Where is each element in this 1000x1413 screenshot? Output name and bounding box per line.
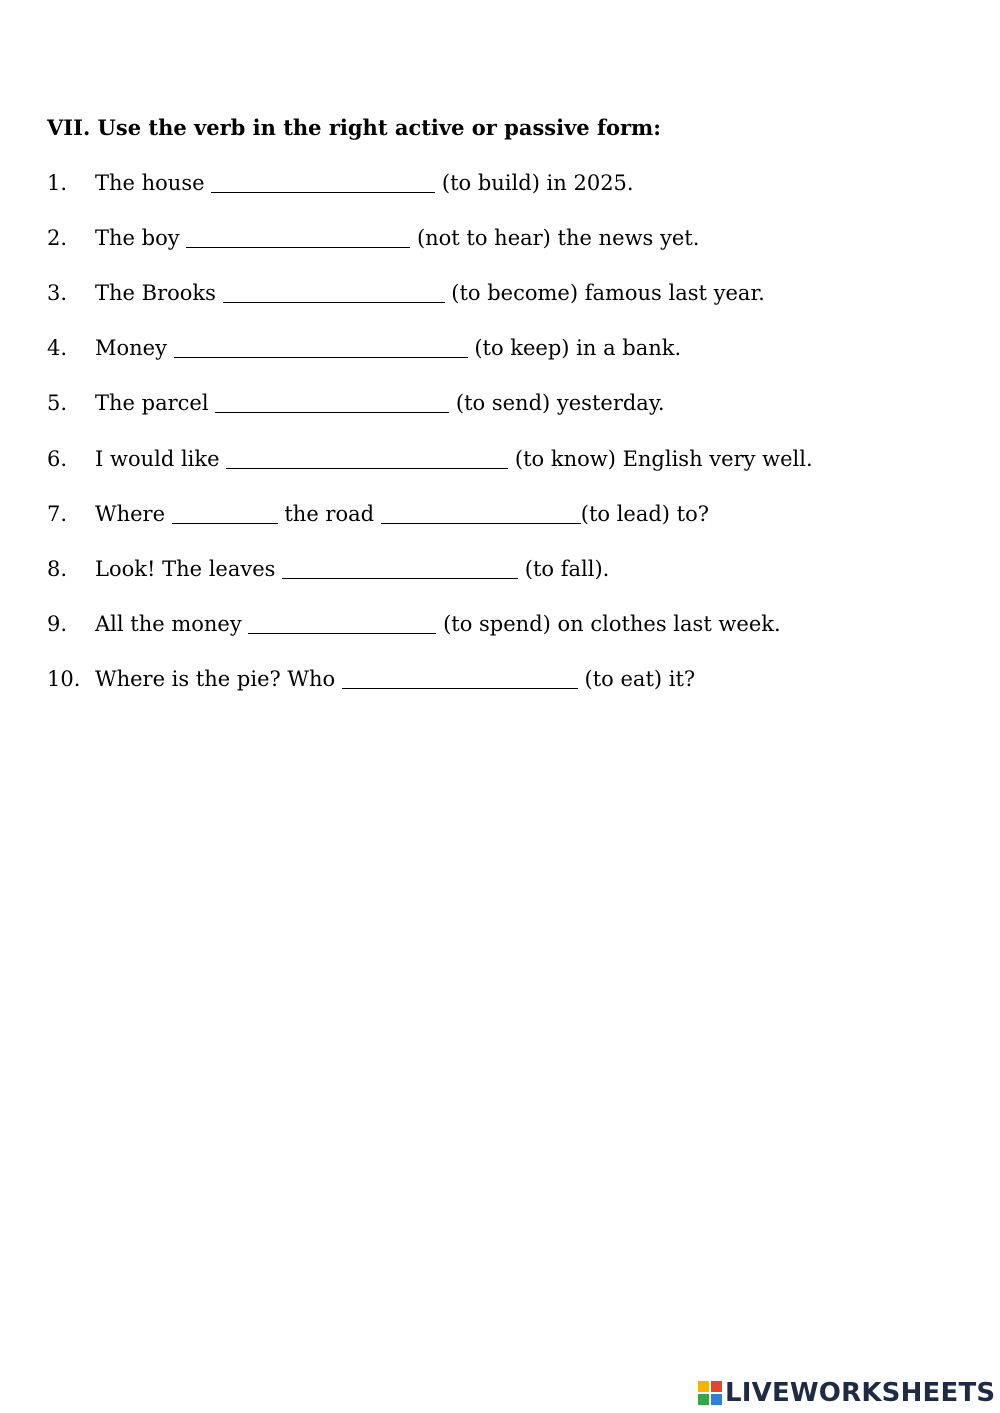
item-text: Where is the pie? Who bbox=[95, 667, 342, 691]
logo-square bbox=[711, 1381, 722, 1392]
answer-blank[interactable] bbox=[215, 390, 449, 413]
logo-square bbox=[698, 1381, 709, 1392]
item-text: (to know) English very well. bbox=[508, 447, 813, 471]
item-text: The Brooks bbox=[95, 281, 223, 305]
answer-blank[interactable] bbox=[248, 611, 436, 634]
item-text: Money bbox=[95, 336, 174, 360]
item-number: 9. bbox=[47, 612, 68, 636]
list-item bbox=[47, 278, 765, 308]
answer-blank[interactable] bbox=[282, 556, 518, 579]
item-text: (to send) yesterday. bbox=[449, 391, 665, 415]
item-number: 5. bbox=[47, 391, 68, 415]
item-text: All the money bbox=[95, 612, 249, 636]
item-number: 8. bbox=[47, 557, 68, 581]
answer-blank[interactable] bbox=[381, 501, 581, 524]
list-item bbox=[47, 499, 709, 529]
list-item bbox=[47, 664, 695, 694]
item-text: I would like bbox=[95, 447, 227, 471]
answer-blank[interactable] bbox=[211, 170, 435, 193]
logo-square bbox=[698, 1394, 709, 1405]
item-text: (to fall). bbox=[518, 557, 610, 581]
answer-blank[interactable] bbox=[342, 666, 578, 689]
list-item bbox=[47, 554, 609, 584]
item-text: (to spend) on clothes last week. bbox=[436, 612, 781, 636]
item-text: (to keep) in a bank. bbox=[467, 336, 682, 360]
item-text: Look! The leaves bbox=[95, 557, 283, 581]
item-text: (to become) famous last year. bbox=[444, 281, 765, 305]
item-number: 3. bbox=[47, 281, 68, 305]
answer-blank[interactable] bbox=[172, 501, 278, 524]
list-item bbox=[47, 168, 634, 198]
logo-icon bbox=[698, 1381, 722, 1405]
item-text: Where bbox=[95, 502, 172, 526]
item-number: 7. bbox=[47, 502, 68, 526]
item-text: (to eat) it? bbox=[577, 667, 696, 691]
item-text: (not to hear) the news yet. bbox=[410, 226, 700, 250]
answer-blank[interactable] bbox=[226, 446, 508, 469]
exercise-heading: VII. Use the verb in the right active or passive form: bbox=[47, 115, 662, 140]
item-text: the road bbox=[277, 502, 381, 526]
item-text: (to lead) to? bbox=[580, 502, 710, 526]
list-item bbox=[47, 223, 699, 253]
item-text: The parcel bbox=[95, 391, 216, 415]
item-text: The boy bbox=[95, 226, 187, 250]
item-number: 4. bbox=[47, 336, 68, 360]
item-text: The house bbox=[95, 171, 212, 195]
answer-blank[interactable] bbox=[223, 280, 445, 303]
item-number: 2. bbox=[47, 226, 68, 250]
answer-blank[interactable] bbox=[186, 225, 410, 248]
list-item bbox=[47, 609, 781, 639]
liveworksheets-logo bbox=[698, 1377, 995, 1409]
logo-square bbox=[711, 1394, 722, 1405]
list-item bbox=[47, 333, 681, 363]
item-number: 6. bbox=[47, 447, 68, 471]
item-number: 1. bbox=[47, 171, 68, 195]
answer-blank[interactable] bbox=[174, 335, 468, 358]
item-text: (to build) in 2025. bbox=[435, 171, 634, 195]
item-number: 10. bbox=[47, 667, 81, 691]
list-item bbox=[47, 444, 813, 474]
logo-text: LIVEWORKSHEETS bbox=[725, 1378, 996, 1408]
list-item bbox=[47, 388, 665, 418]
